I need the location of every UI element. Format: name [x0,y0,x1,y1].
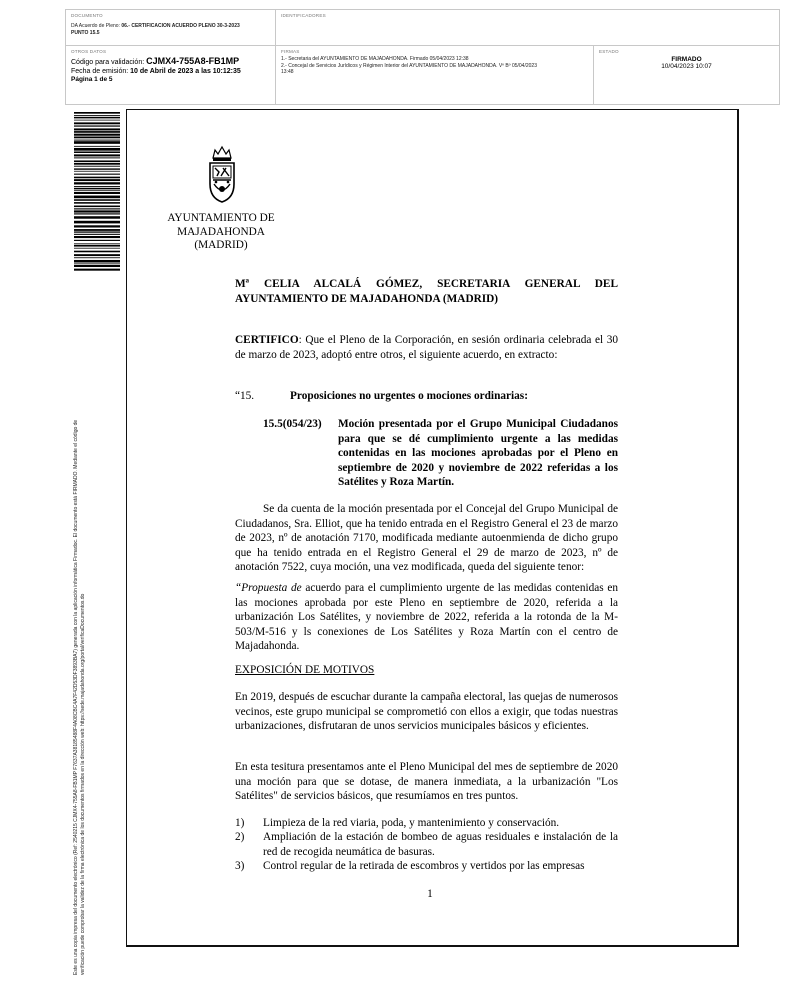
estado-caption: ESTADO [599,49,619,54]
identificadores-caption: IDENTIFICADORES [281,13,326,18]
documento-caption: DOCUMENTO [71,13,103,18]
certificate-heading: Mª CELIA ALCALÁ GÓMEZ, SECRETARIA GENERAL DEL AYUNTAMIENTO DE MAJADAHONDA (MADRID) [235,278,618,305]
verification-side-text [73,295,86,975]
list-item-text: Ampliación de la estación de bombeo de aguas residuales e instalación de la red de recogida neumática de basuras. [263,831,618,858]
paragraph-2019: En 2019, después de escuchar durante la campaña electoral, las quejas de numerosos vecinos, este grupo municipal se comprometió con ellos a exigir, que todas nuestras urbanizaciones, disfrutaran de unos servicios municipales básicos y eficientes. [235,691,618,732]
firmas-cell [276,46,594,104]
certifico-paragraph: CERTIFICO: Que el Pleno de la Corporación, en sesión ordinaria celebrada el 30 de marzo de 2023, adoptó entre otros, el siguiente acuerdo, en extracto: [235,334,618,361]
list-item-text: Limpieza de la red viaria, poda, y mantenimiento y conservación. [263,817,560,829]
identificadores-cell [276,10,779,46]
paragraph-tesitura: En esta tesitura presentamos ante el Pleno Municipal del mes de septiembre de 2020 una moción para que se dotase, de manera inmediata, a la urbanización "Los Satélites" de servicios básicos, que resumíamos en tres puntos. [235,761,618,802]
list-item-number: 1) [235,817,245,829]
side-text-line1: Este es una copia impresa del documento electrónico (Ref: 2540215 CJMX4-755A8-FB1MP F7637A38185488F4A08CBC4A7F42D53DF3893BA7) generada con la aplicación informática Firmadoc. El documento está FIRMADO. Mediante el código de [73,419,79,975]
barcode-icon [74,112,120,272]
otros-datos-cell [66,46,276,104]
exposicion-heading: EXPOSICIÓN DE MOTIVOS [235,664,375,676]
subitem-title: Moción presentada por el Grupo Municipal Ciudadanos para que se dé cumplimiento urgente a las medidas contenidas en las mociones aprobadas por el Pleno en septiembre de 2020 y noviembre de 2022 referidas a los Satélites y Roza Martín. [338,418,618,488]
paragraph-intro: Se da cuenta de la moción presentada por el Concejal del Grupo Municipal de Ciudadanos, Sra. Elliot, que ha tenido entrada en el Registro General el 23 de marzo de 2023, nº de anotación 7170, modificada mediante autoenmienda de dicho grupo que ha tenido entrada en el Registro General el 29 de marzo de 2023, nº de anotación 7522, cuya moción, una vez modificada, queda del siguiente tenor: [235,503,618,573]
certifico-label: CERTIFICO [235,334,299,346]
codigo-validacion: Código para validación: CJMX4-755A8-FB1MP [71,56,240,66]
letterhead-line3: (MADRID) [194,239,248,251]
item-number: “15. [235,390,255,402]
list-item-number: 2) [235,831,245,843]
letterhead-line1: AYUNTAMIENTO DE [167,212,275,224]
page-number: 1 [427,888,433,900]
estado-cell [594,46,779,104]
documento-line2: PUNTO 15.5 [71,29,100,36]
estado-date: 10/04/2023 10:07 [661,63,712,70]
fecha-emision: Fecha de emisión: 10 de Abril de 2023 a las 10:12:35 [71,68,241,75]
item-title: Proposiciones no urgentes o mociones ordinarias: [290,390,528,402]
list-item-number: 3) [235,860,245,872]
estado-value: FIRMADO [671,56,702,63]
propuesta-paragraph: “Propuesta de acuerdo para el cumplimiento urgente de las medidas contenidas en las mociones aprobada por este Pleno en septiembre de 2020, referida a la urbanización Los Satélites, y noviembre de 2022, referida a la rotonda de la M-503/M-516 y ls conexiones de Los Satélites y Roza Martín con el centro de Majadahonda. [235,582,618,652]
documento-cell [66,10,276,46]
otros-datos-caption: OTROS DATOS [71,49,107,54]
letterhead [160,212,282,253]
firma-2: 2.- Concejal de Servicios Jurídicos y Régimen Interior del AYUNTAMIENTO DE MAJADAHONDA. Vº Bº 05/04/2023 [281,62,537,69]
propuesta-italic: “Propuesta de [235,582,302,594]
documento-line1: DA Acuerdo de Pleno: 06.- CERTIFICACION ACUERDO PLENO 30-3-2023 [71,23,240,29]
side-text-line2: verificación puede comprobar la validez de la firma electrónica de los documentos firmados en la dirección web: https://sede.majadahonda.org/portal/verificaDocumentos.do [79,593,86,975]
coat-of-arms-icon [205,144,239,204]
firma-2-time: 13:48 [281,69,294,75]
list-item-text: Control regular de la retirada de escombros y vertidos por las empresas [263,860,585,872]
pagina-label: Página 1 de 5 [71,76,113,83]
codigo-value: CJMX4-755A8-FB1MP [146,56,240,66]
letterhead-line2: MAJADAHONDA [177,225,265,238]
firmas-caption: FIRMAS [281,49,300,54]
firma-1: 1.- Secretaria del AYUNTAMIENTO DE MAJADAHONDA. Firmado 05/04/2023 12:38 [281,56,469,62]
header-table [65,9,780,105]
subitem-number: 15.5(054/23) [263,418,322,430]
